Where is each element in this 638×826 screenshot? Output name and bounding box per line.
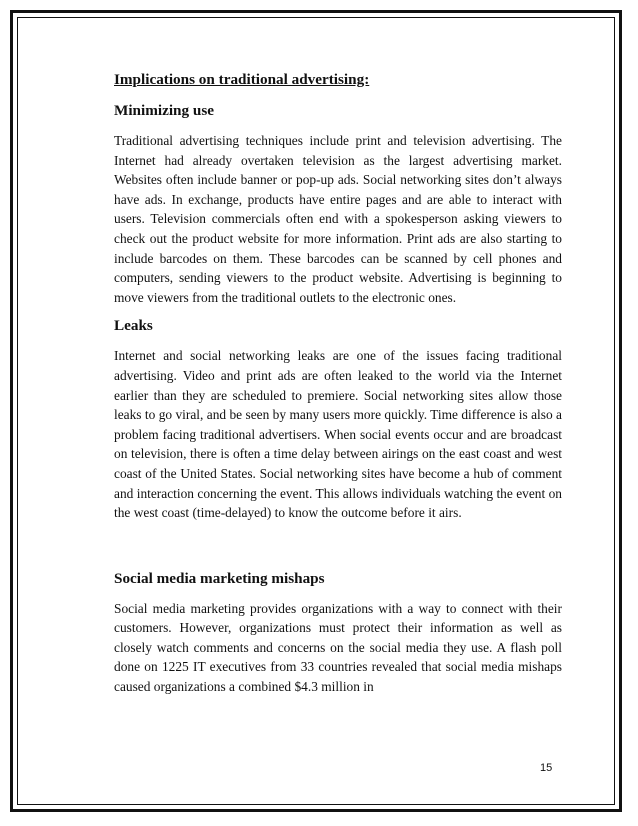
paragraph-social-media-mishaps: Social media marketing provides organizations with a way to connect with their customers. However, organizations must protect their information as well as closely watch comments and concerns on the social media they use. A flash poll done on 1225 IT executives from 33 countries revealed that social media mishaps caused organizations a combined $4.3 million in xyxy=(114,600,562,695)
spacer xyxy=(114,523,562,569)
paragraph-minimizing-use: Traditional advertising techniques include print and television advertising. The Internet had already overtaken television as the largest advertising market. Websites often include banner or pop-up ads. Social networking sites don’t always have ads. In exchange, products have entire pages and are able to interact with users. Television commercials often end with a spokesperson asking viewers to check out the product website for more information. Print ads are also starting to include barcodes on them. These barcodes can be scanned by cell phones and computers, sending viewers to the product website. Advertising is beginning to move viewers from the traditional outlets to the electronic ones. xyxy=(114,133,562,305)
section-title: Implications on traditional advertising: xyxy=(114,71,370,88)
subsection-heading-leaks: Leaks xyxy=(114,317,153,335)
spacer xyxy=(114,307,562,316)
page-number: 15 xyxy=(540,762,553,774)
document-content xyxy=(114,70,562,697)
subsection-heading-social-media-mishaps: Social media marketing mishaps xyxy=(114,569,325,587)
subsection-heading-minimizing-use: Minimizing use xyxy=(114,102,214,119)
paragraph-leaks: Internet and social networking leaks are one of the issues facing traditional advertising. Video and print ads are often leaked to the world via the Internet earlier than they are scheduled to premiere. Social networking sites allow those leaks to go viral, and be seen by many users more quickly. Time difference is also a problem facing traditional advertisers. When social events occur and are broadcast on television, there is often a time delay between airings on the east coast and west coast of the United States. Social networking sites have become a hub of comment and interaction concerning the event. This allows individuals watching the event on the west coast (time-delayed) to know the outcome before it airs. xyxy=(114,348,562,521)
